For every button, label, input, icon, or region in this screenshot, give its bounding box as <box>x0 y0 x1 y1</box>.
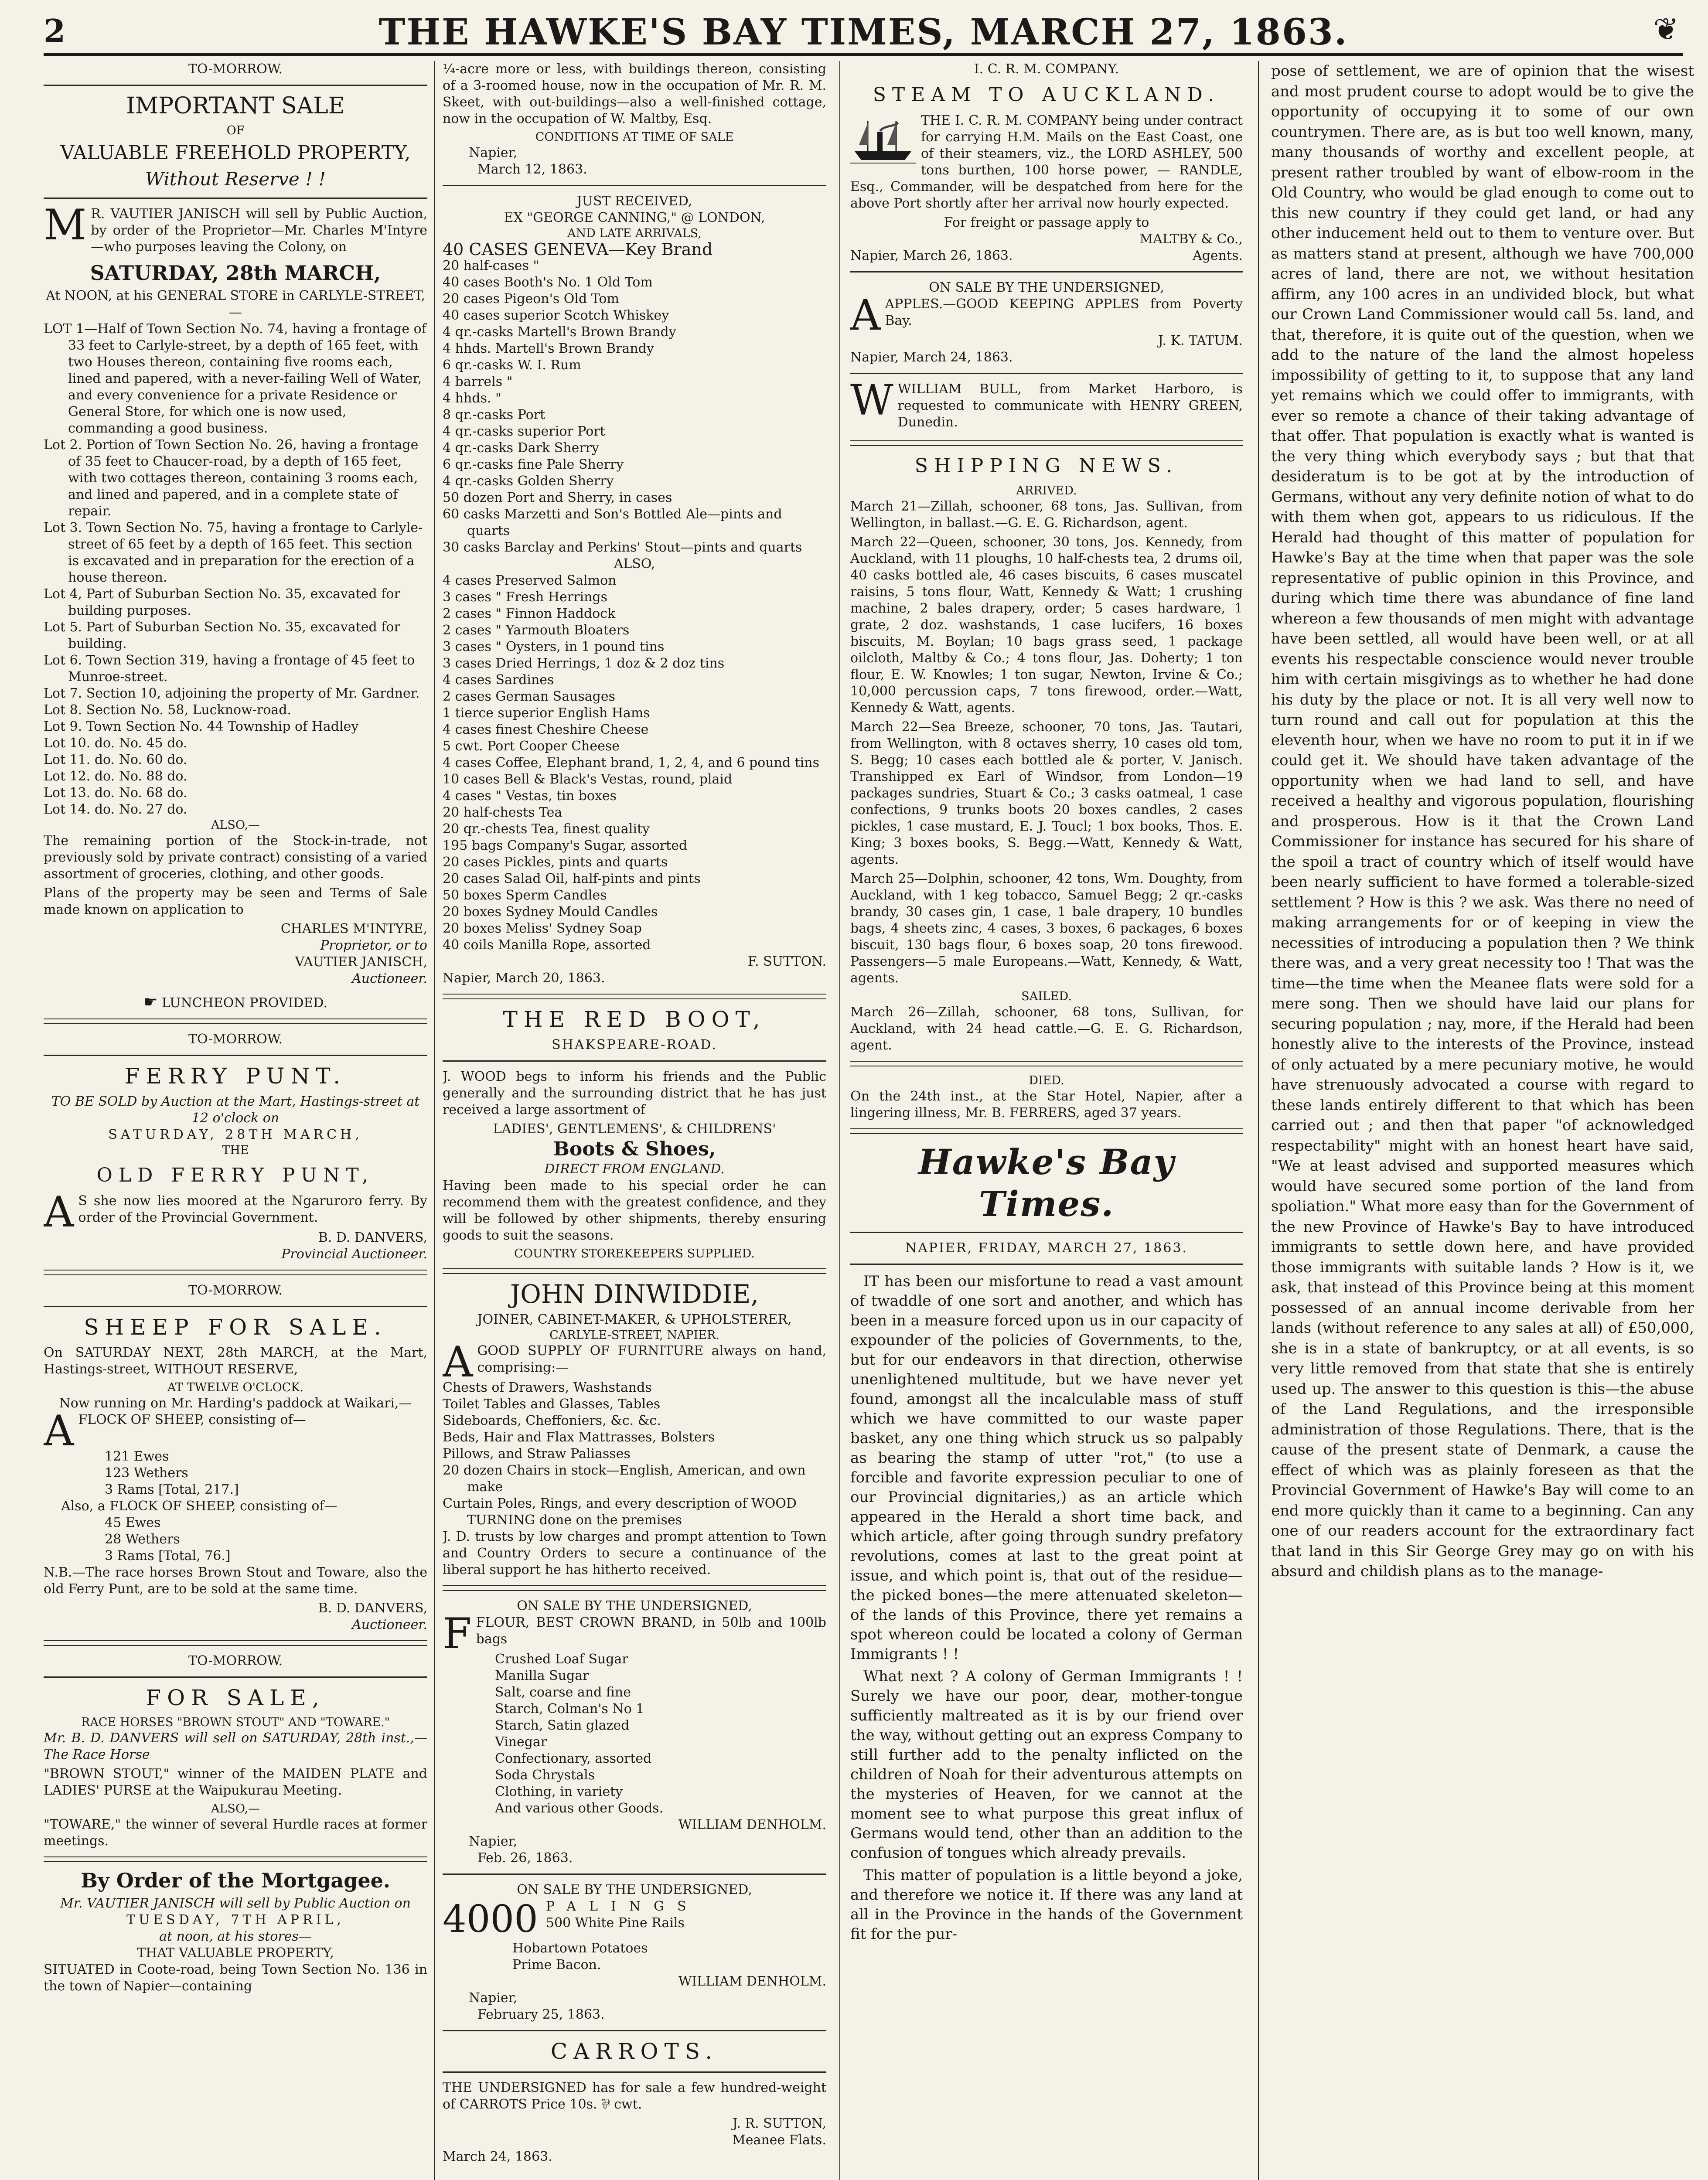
kicker: TO-MORROW. <box>188 1283 283 1298</box>
shipping-entry: March 22—Queen, schooner, 30 tons, Jos. Kennedy, from Auckland, with 11 ploughs, 10 half-chests tea, 2 drums oil, 40 casks bottled ale, 46 cases biscuits, 6 cases muscatel raisins, 5 tons flour, Watt, Kennedy & Watt; 1 crushing machine, 2 bales drapery, order; 5 cases hardware, 1 grate, 2 doz. washstands, 1 case lucifers, 16 boxes biscuits, M. Boylan; 10 bags grass seed, 1 package oilcloth, Maltby & Co.; 4 tons flour, Jas. Doherty; 1 ton flour, E. W. Knowles; 1 ton sugar, Newton, Irvine & Co.; 10,000 percussion caps, 7 tons firewood, order.—Watt, Kennedy & Watt, agents. <box>850 535 1243 715</box>
sale-place: At NOON, at his GENERAL STORE in CARLYLE-STREET,— <box>46 288 425 320</box>
list-item: Lot 14. do. No. 27 do. <box>44 802 188 817</box>
signature: MALTBY & Co., <box>1139 232 1243 247</box>
list-item: Clothing, in variety <box>495 1784 623 1799</box>
list-item: 500 White Pine Rails <box>545 1915 685 1931</box>
date: March 24, 1863. <box>443 2149 552 2164</box>
list-item: 123 Wethers <box>105 1465 188 1481</box>
divider <box>443 1873 826 1875</box>
dateline: NAPIER, FRIDAY, MARCH 27, 1863. <box>905 1240 1188 1256</box>
ad-body: J. WOOD begs to inform his friends and the Public generally and the surrounding district that he has just received a large assortment of <box>443 1069 826 1117</box>
steamship-icon <box>850 114 916 167</box>
place: Napier, <box>469 1990 518 2006</box>
list-item: 40 CASES GENEVA—Key Brand <box>443 240 713 259</box>
column-divider <box>434 61 435 2180</box>
list-item: 4 qr.-casks Martell's Brown Brandy <box>443 324 676 340</box>
list-item: 4 cases finest Cheshire Cheese <box>443 722 649 737</box>
list-item: Chests of Drawers, Washstands <box>443 1380 652 1395</box>
section-heading: DIED. <box>1029 1074 1064 1087</box>
list-item: Lot 4, Part of Suburban Section No. 35, excavated for building purposes. <box>44 586 400 618</box>
divider <box>443 2071 826 2073</box>
list-item: 4 barrels " <box>443 374 513 389</box>
ad-subheading: VALUABLE FREEHOLD PROPERTY, <box>60 142 411 164</box>
editorial-masthead: Hawke's Bay Times. <box>918 1141 1175 1224</box>
ad-sub: RACE HORSES "BROWN STOUT" AND "TOWARE." <box>81 1716 390 1729</box>
ad-and: AND LATE ARRIVALS, <box>567 227 702 240</box>
ad-heading: ON SALE BY THE UNDERSIGNED, <box>929 280 1164 295</box>
list-item: 50 dozen Port and Sherry, in cases <box>443 490 672 505</box>
list-item: Starch, Satin glazed <box>495 1718 630 1733</box>
ad-note: COUNTRY STOREKEEPERS SUPPLIED. <box>514 1247 755 1260</box>
dropcap: A <box>850 291 881 340</box>
sale-time: at noon, at his stores— <box>159 1929 312 1944</box>
flock-intro: Also, a FLOCK OF SHEEP, consisting of— <box>61 1499 338 1514</box>
kicker: TO-MORROW. <box>188 1653 283 1669</box>
list-item: 20 dozen Chairs in stock—English, American, and own make <box>443 1463 806 1495</box>
list-item: Lot 13. do. No. 68 do. <box>44 785 188 800</box>
list-item: Lot 8. Section No. 58, Lucknow-road. <box>44 702 291 718</box>
list-item: 6 qr.-casks fine Pale Sherry <box>443 457 624 472</box>
list-item: 20 half-cases " <box>443 258 539 273</box>
also-label: ALSO,— <box>211 818 260 832</box>
goods-list <box>443 572 826 954</box>
list-item: 40 cases Booth's No. 1 Old Tom <box>443 275 653 290</box>
ad-heading: FERRY PUNT. <box>124 1063 347 1089</box>
place: Napier, <box>469 1834 518 1849</box>
pointing-hand-icon: ☛ <box>143 993 158 1011</box>
divider <box>44 198 427 199</box>
divider <box>44 1676 427 1678</box>
ad-body: S she now lies moored at the Ngaruroro ferry. By order of the Provincial Government. <box>78 1193 427 1225</box>
list-item: 20 cases Pickles, pints and quarts <box>443 855 668 870</box>
divider <box>44 1055 427 1056</box>
divider <box>443 1060 826 1062</box>
signature: F. SUTTON. <box>747 954 826 969</box>
notice-body: WILLIAM BULL, from Market Harboro, is requested to communicate with HENRY GREEN, Dunedin. <box>897 382 1243 430</box>
list-item: 40 cases superior Scotch Whiskey <box>443 308 669 323</box>
list-item: 4 hhds. " <box>443 391 501 406</box>
list-item: 3 cases Dried Herrings, 1 doz & 2 doz tins <box>443 656 725 671</box>
list-item: Sideboards, Cheffoniers, &c. &c. <box>443 1413 661 1428</box>
list-item: 3 Rams [Total, 217.] <box>105 1482 239 1497</box>
list-item: 4 cases Sardines <box>443 672 554 688</box>
list-item: 60 casks Marzetti and Son's Bottled Ale—pints and quarts <box>443 507 782 538</box>
shipping-entry: March 25—Dolphin, schooner, 42 tons, Wm. Doughty, from Auckland, with 1 keg tobacco, Samuel Begg; 2 qr.-casks brandy, 30 cases gin, 1 case, 1 bale drapery, 10 bundles bags, 4 sheets zinc, 4 cases, 3 boxes, 6 packages, 6 boxes biscuit, 130 bags flour, 6 boxes soap, 20 tons firewood. Passengers—5 male Europeans.—Watt, Kennedy, & Watt, agents. <box>850 871 1243 986</box>
dropcap: W <box>850 376 893 425</box>
column-2 <box>443 61 826 2180</box>
editorial-paragraph: This matter of population is a little beyond a joke, and therefore we notice it. If there was any land at all in the Province in the hands of the Government fit for the pur- <box>850 1867 1243 1943</box>
ad-body: APPLES.—GOOD KEEPING APPLES from Poverty Bay. <box>885 296 1243 328</box>
list-item: 20 cases Pigeon's Old Tom <box>443 291 619 307</box>
dropcap: A <box>443 1338 473 1386</box>
ad-heading: FOR SALE, <box>146 1685 325 1710</box>
list-item: Prime Bacon. <box>512 1957 601 1972</box>
kicker: TO-MORROW. <box>188 61 283 77</box>
list-item: Lot 5. Part of Suburban Section No. 35, excavated for building. <box>44 620 400 651</box>
signature: CHARLES M'INTYRE, <box>280 921 427 937</box>
sale-time: AT TWELVE O'CLOCK. <box>167 1381 304 1394</box>
ad-line: Mr. B. D. DANVERS will sell on SATURDAY, 28th inst.,—The Race Horse <box>44 1730 427 1762</box>
list-item: 4 cases Preserved Salmon <box>443 573 617 588</box>
list-item: 40 coils Manilla Rope, assorted <box>443 937 651 953</box>
horse-entry: "TOWARE," the winner of several Hurdle races at former meetings. <box>44 1817 427 1849</box>
date: Napier, March 24, 1863. <box>850 350 1013 365</box>
list-item: 3 cases " Oysters, in 1 pound tins <box>443 639 665 654</box>
dropcap: A <box>44 1407 74 1455</box>
ad-body: THE UNDERSIGNED has for sale a few hundred-weight of CARROTS Price 10s. ⅌ cwt. <box>443 2080 826 2112</box>
ad-line: Mr. VAUTIER JANISCH will sell by Public Auction on <box>60 1896 411 1911</box>
column-divider <box>839 61 840 2180</box>
ad-heading: By Order of the Mortgagee. <box>81 1869 390 1892</box>
ad-sub: SHAKSPEARE-ROAD. <box>552 1037 717 1053</box>
list-item: 4 hhds. Martell's Brown Brandy <box>443 341 654 356</box>
divider <box>850 1128 1243 1134</box>
divider <box>443 1585 826 1591</box>
list-item: Lot 11. do. No. 60 do. <box>44 752 188 767</box>
list-item: LOT 1—Half of Town Section No. 74, having a frontage of 33 feet to Carlyle-street, by a depth of 165 feet, with two Houses thereon, containing five rooms each, lined and papered, with a never-failing Well of Water, and every convenience for a private Residence or General Store, for which one is now used, commanding a good business. <box>44 321 426 436</box>
list-item: Pillows, and Straw Paliasses <box>443 1446 631 1461</box>
date: Feb. 26, 1863. <box>477 1850 573 1866</box>
subsection-label: SAILED. <box>1021 990 1072 1003</box>
horse-entry: "BROWN STOUT," winner of the MAIDEN PLATE and LADIES' PURSE at the Waipukurau Meeting. <box>44 1766 427 1798</box>
list-item: 2 cases " Finnon Haddock <box>443 606 616 621</box>
column-divider <box>1258 61 1259 2180</box>
ad-heading: ON SALE BY THE UNDERSIGNED, <box>517 1598 752 1614</box>
divider <box>443 2030 826 2031</box>
ad-intro: FLOUR, BEST CROWN BRAND, in 50lb and 100lb bags <box>476 1615 826 1647</box>
list-item: And various other Goods. <box>495 1801 664 1816</box>
goods-list <box>443 241 826 556</box>
subsection-label: ARRIVED. <box>1016 484 1077 497</box>
date: February 25, 1863. <box>477 2007 605 2022</box>
dropcap: M <box>44 201 87 249</box>
reserve-line: Without Reserve ! ! <box>145 168 326 190</box>
property-label: THAT VALUABLE PROPERTY, <box>137 1945 334 1961</box>
place: Napier, <box>469 145 518 160</box>
signature: B. D. DANVERS, <box>318 1230 427 1245</box>
sale-date: On SATURDAY NEXT, 28th MARCH, at the Mart, Hastings-street, WITHOUT RESERVE, <box>44 1345 427 1377</box>
ad-ex: EX "GEORGE CANNING," @ LONDON, <box>504 210 765 225</box>
ad-heading: JOHN DINWIDDIE, <box>510 1279 759 1309</box>
signature-role: Auctioneer. <box>352 1617 427 1632</box>
divider <box>44 1270 427 1275</box>
plans-note: Plans of the property may be seen and Terms of Sale made known on application to <box>44 886 427 917</box>
masthead <box>44 8 1683 56</box>
list-item: 2 cases " Yarmouth Bloaters <box>443 623 630 638</box>
list-item: 20 cases Salad Oil, half-pints and pints <box>443 871 701 886</box>
list-item: Soda Chrystals <box>495 1768 595 1783</box>
list-item: Crushed Loaf Sugar <box>495 1652 628 1667</box>
signature: J. K. TATUM. <box>1158 333 1243 348</box>
signature-role: Proprietor, or to <box>320 938 427 953</box>
divider <box>44 1306 427 1307</box>
address: CARLYLE-STREET, NAPIER. <box>549 1328 719 1342</box>
signature-role: Auctioneer. <box>352 971 427 986</box>
big-number: 4000 <box>443 1897 538 1941</box>
ad-body: SITUATED in Coote-road, being Town Section No. 136 in the town of Napier—containing <box>44 1962 427 1994</box>
item-name: OLD FERRY PUNT, <box>96 1164 375 1186</box>
masthead-rule <box>44 53 1683 56</box>
divider <box>850 1232 1243 1233</box>
shipping-entry: March 21—Zillah, schooner, 68 tons, Jas. Sullivan, from Wellington, in ballast.—G. E. G. Richardson, agent. <box>850 499 1243 531</box>
list-item: Lot 2. Portion of Town Section No. 26, having a frontage of 35 feet to Chaucer-road, by a depth of 165 feet, with two cottages thereon, containing 3 rooms each, and lined and papered, and in a complete state of repair. <box>44 437 419 519</box>
divider <box>443 994 826 999</box>
list-item: Vinegar <box>495 1734 547 1750</box>
lots-list <box>44 321 427 818</box>
list-item: 3 Rams [Total, 76.] <box>105 1548 231 1563</box>
dropcap: A <box>44 1188 74 1236</box>
list-item: Lot 12. do. No. 88 do. <box>44 769 188 784</box>
ornament-icon: ❦ <box>1653 11 1679 47</box>
palings-label: PALINGS <box>545 1899 699 1914</box>
remaining-stock: The remaining portion of the Stock-in-trade, not previously sold by private contract) consisting of a varied assortment of groceries, clothing, and other goods. <box>44 833 427 882</box>
newspaper-title: THE HAWKE'S BAY TIMES, MARCH 27, 1863. <box>378 11 1348 53</box>
divider <box>850 440 1243 446</box>
the-label: THE <box>222 1144 249 1157</box>
goods-origin: DIRECT FROM ENGLAND. <box>544 1162 725 1177</box>
list-item: Starch, Colman's No 1 <box>495 1701 644 1717</box>
divider <box>850 1264 1243 1265</box>
signature: VAUTIER JANISCH, <box>295 954 427 970</box>
list-item: 4 cases " Vestas, tin boxes <box>443 788 617 804</box>
list-item: 6 qr.-casks W. I. Rum <box>443 358 581 373</box>
ad-body: J. D. trusts by low charges and prompt attention to Town and Country Orders to secure a continuance of the liberal support he has hitherto received. <box>443 1529 826 1577</box>
list-item: 45 Ewes <box>105 1515 161 1530</box>
list-item: Lot 7. Section 10, adjoining the property of Mr. Gardner. <box>44 686 420 701</box>
divider <box>850 271 1243 272</box>
ad-heading: I. C. R. M. COMPANY. <box>974 61 1119 77</box>
divider <box>44 1640 427 1646</box>
also-label: ALSO,— <box>211 1802 260 1816</box>
divider <box>44 1018 427 1024</box>
ad-of: OF <box>226 124 245 137</box>
list-item: 28 Wethers <box>105 1532 180 1547</box>
list-item: Hobartown Potatoes <box>512 1941 648 1956</box>
list-item: 30 casks Barclay and Perkins' Stout—pints and quarts <box>443 540 802 555</box>
list-item: Lot 9. Town Section No. 44 Township of Hadley <box>44 719 359 734</box>
editorial-paragraph: pose of settlement, we are of opinion that the wisest and most prudent course to adopt would be to give the opportunity of occupying it to some of our own countrymen. There are, as is but too well known, many, many thousands of worthy and excellent people, at present rather troubled by want of elbow-room in the Old Country, who would be glad enough to come out to this new country if they could get land, or had any other inducement held out to them to venture over. But as matters stand at present, although we have 700,000 acres of land, there are not, we without hesitation affirm, any 100 acres in an undivided block, but what our Crown Land Commissioner would call 5s. land, and that, therefore, it is quite out of the question, when we add to the nature of the land the almost hopeless impossibility of getting to it, to suppose that any land yet remains which we could offer to immigrants, with ever so remote a chance of their taking advantage of that offer. That population is exactly what is wanted is the very thing which everybody says ; but that that desideratum is to be got at by the introduction of Germans, without any very definite notion of what to do with them when got, appears to us ridiculous. If the Herald had thought of this matter of population for Hawke's Bay at the time when that paper was the sole representative of public opinion in this Province, and during which time there was abundance of fine land whereon a few thousands of men might with advantage have been settled, all would have been well, or at all events his respectable conscience would never trouble him with certain misgivings as to whether he had done his duty by the place or not. It is all very well now to turn round and call out for population at this the eleventh hour, when we have no room to put it in if we could get it. We should have taken advantage of the opportunity when we had land to sell, and have received a healthy and vigorous population, flourishing and prosperous. How is it that the Crown Land Commissioner for instance has secured for his share of the spoil a tract of country which of itself would have been nearly sufficient to have formed a tolerable-sized settlement ? How is this ? we ask. Was there no need of making arrangements for or of keeping in view the necessities of introducing a population then ? We think there was, and a very great necessity too ! That was the time—the time when the Meanee flats were sold for a mere song. Then we should have laid our plans for securing population ; nay, more, if the Herald had been honestly alive to the interests of the Province, instead of only actuated by a mere pecuniary motive, he would have strenuously advocated a course with regard to these lands entirely different to that which has been carried out ; and then that paper "of acknowledged respectability" might with an honest heart have said, "We at least advised and supported measures which would have secured some portion of the land from spoliation." What more easy than for the Government of the new Province of Hawke's Bay to have introduced immigrants to settle down here, and have provided those immigrants with suitable lands ? How is it, we ask, that instead of this Province being at this moment possessed of an annual income derivable from her lands (without reference to any sales at all) of £50,000, she is in a state of bankruptcy, or at all events, is so very little removed from that state that she is entirely used up. The answer to this question is this—the abuse of the Land Regulations, and the irresponsible administration of those Regulations. There, that is the cause of the present state of Denmark, a cause the effect of which was as plainly foreseen as that the Provincial Government of Hawke's Bay will come to an end more quickly than it came to a beginning. Can any one of our readers account for the extraordinary fact that land in this Sir George Grey may go on with his absurd and childish plans as to the manage- <box>1271 62 1694 1580</box>
list-item: 8 qr.-casks Port <box>443 407 545 422</box>
list-item: 20 boxes Meliss' Sydney Soap <box>443 921 642 936</box>
divider <box>443 1268 826 1274</box>
place: Meanee Flats. <box>732 2132 826 2148</box>
column-3 <box>850 61 1243 2180</box>
list-item: Toilet Tables and Glasses, Tables <box>443 1397 661 1412</box>
divider <box>44 85 427 86</box>
list-item: 50 boxes Sperm Candles <box>443 888 607 903</box>
page-number: 2 <box>44 12 66 49</box>
shipping-entry: March 26—Zillah, schooner, 68 tons, Sullivan, for Auckland, with 24 head cattle.—G. E. G. Richardson, agent. <box>850 1005 1243 1053</box>
list-item: 3 cases " Fresh Herrings <box>443 589 608 605</box>
sale-date: SATURDAY, 28th MARCH, <box>90 261 381 285</box>
divider <box>443 185 826 186</box>
list-item: Curtain Poles, Rings, and every description of WOOD TURNING done on the premises <box>443 1496 797 1528</box>
ad-heading: SHEEP FOR SALE. <box>84 1315 387 1340</box>
list-item: 4 cases Coffee, Elephant brand, 1, 2, 4, and 6 pound tins <box>443 755 819 770</box>
list-item: Lot 6. Town Section 319, having a frontage of 45 feet to Munroe-street. <box>44 653 415 685</box>
goods-title: Boots & Shoes, <box>553 1138 716 1160</box>
list-item: Manilla Sugar <box>495 1668 589 1683</box>
date: March 12, 1863. <box>477 162 587 177</box>
list-item: 20 half-chests Tea <box>443 805 563 820</box>
editorial-paragraph: What next ? A colony of German Immigrants ! ! Surely we have our poor, dear, mother-tongue sufficiently maltreated as it is by our friend over the way, without getting out an express Company to still further add to the penalty inflicted on the children of Noah for their adventurous attempts on the mysteries of Heaven, for we cannot at the moment see to what purpose this great influx of Germans would tend, other than an addition to the confusion of tongues which already prevails. <box>850 1668 1243 1862</box>
list-item: 20 qr.-chests Tea, finest quality <box>443 821 650 837</box>
flock-intro: FLOCK OF SHEEP, consisting of— <box>78 1412 306 1427</box>
dropcap: F <box>443 1609 472 1658</box>
luncheon-note: LUNCHEON PROVIDED. <box>161 995 327 1011</box>
divider <box>850 373 1243 374</box>
also-label: ALSO, <box>614 556 655 572</box>
list-item: Confectionary, assorted <box>495 1751 652 1766</box>
ad-heading: THE RED BOOT, <box>503 1007 766 1032</box>
nb-note: N.B.—The race horses Brown Stout and Toware, also the old Ferry Punt, are to be sold at the same time. <box>44 1565 427 1597</box>
place: Napier, March 26, 1863. <box>850 248 1013 263</box>
list-item: 20 boxes Sydney Mould Candles <box>443 904 658 920</box>
goods-list <box>443 1380 826 1529</box>
list-item: 4 qr.-casks superior Port <box>443 424 605 439</box>
list-item: 2 cases German Sausages <box>443 689 616 704</box>
ad-heading: CARROTS. <box>550 2039 719 2064</box>
divider <box>44 1856 427 1862</box>
goods-line: LADIES', GENTLEMENS', & CHILDRENS' <box>493 1121 776 1137</box>
column-1 <box>44 61 427 2180</box>
signature-role: Agents. <box>1193 248 1243 263</box>
list-item: Salt, coarse and fine <box>495 1685 631 1700</box>
sale-date: TUESDAY, 7TH APRIL, <box>126 1912 344 1928</box>
ad-intro: R. VAUTIER JANISCH will sell by Public Auction, by order of the Proprietor—Mr. Charles M'Intyre—who purposes leaving the Colony, on <box>91 206 427 255</box>
ad-sub: STEAM TO AUCKLAND. <box>873 84 1220 106</box>
list-item: 4 qr.-casks Golden Sherry <box>443 473 614 489</box>
divider <box>850 1061 1243 1066</box>
section-heading: SHIPPING NEWS. <box>914 455 1179 477</box>
ad-sub: TO BE SOLD by Auction at the Mart, Hastings-street at 12 o'clock on <box>51 1094 420 1126</box>
sale-date: SATURDAY, 28TH MARCH, <box>108 1127 363 1142</box>
ad-intro: GOOD SUPPLY OF FURNITURE always on hand, comprising:— <box>477 1343 826 1375</box>
list-item: Lot 3. Town Section No. 75, having a frontage to Carlyle-street of 65 feet by a depth of 165 feet. This section is excavated and in preparation for the erection of a house thereon. <box>44 520 423 585</box>
list-item: 10 cases Bell & Black's Vestas, round, plaid <box>443 772 733 787</box>
list-item: Lot 10. do. No. 45 do. <box>44 736 188 751</box>
list-item: 121 Ewes <box>105 1449 169 1464</box>
shipping-entry: March 22—Sea Breeze, schooner, 70 tons, Jas. Tautari, from Wellington, with 8 octaves sherry, 10 cases old tom, S. Begg; 10 cases each bottled ale & porter, V. Janisch. Transhipped ex Earl of Windsor, from London—19 packages sundries, Stuart & Co.; 3 casks oatmeal, 1 case confections, 9 trunks boots 20 boxes candles, 2 cases pickles, 1 case mustard, E. J. Toucl; 1 box books, Thos. E. King; 3 boxes books, S. Begg.—Watt, Kennedy & Watt, agents. <box>850 719 1243 867</box>
notice-body: On the 24th inst., at the Star Hotel, Napier, after a lingering illness, Mr. B. FERRERS, aged 37 years. <box>850 1089 1243 1121</box>
signature-role: Provincial Auctioneer. <box>281 1247 427 1262</box>
ad-sub: JOINER, CABINET-MAKER, & UPHOLSTERER, <box>477 1312 792 1327</box>
signature: J. R. SUTTON, <box>732 2116 826 2131</box>
signature: B. D. DANVERS, <box>318 1601 427 1616</box>
column-4 <box>1271 61 1694 2180</box>
list-item: 195 bags Company's Sugar, assorted <box>443 838 688 853</box>
signature: WILLIAM DENHOLM. <box>678 1974 826 1989</box>
ad-heading: JUST RECEIVED, <box>576 194 692 209</box>
list-item: 4 qr.-casks Dark Sherry <box>443 440 599 456</box>
kicker: TO-MORROW. <box>188 1032 283 1047</box>
conditions-note: CONDITIONS AT TIME OF SALE <box>535 130 734 144</box>
paddock-note: Now running on Mr. Harding's paddock at Waikari,— <box>59 1396 412 1411</box>
signature: WILLIAM DENHOLM. <box>678 1817 826 1833</box>
ad-heading: ON SALE BY THE UNDERSIGNED, <box>517 1882 752 1897</box>
ad-body: ¼-acre more or less, with buildings thereon, consisting of a 3-roomed house, now in the occupation of Mr. R. M. Skeet, with out-buildings—also a well-finished cottage, now in the occupation of W. Maltby, Esq. <box>443 61 826 126</box>
ad-body: Having been made to his special order he can recommend them with the greatest confidence, and they will be followed by other shipments, thereby ensuring goods to suit the seasons. <box>443 1178 826 1243</box>
editorial-paragraph: IT has been our misfortune to read a vast amount of twaddle of one sort and another, and which has been in a measure forced upon us in our capacity of expounder of the policies of Governments, to the, but for our endeavors in that direction, otherwise unenlightened multitude, but we have never yet found, amongst all the incalculable mass of stuff which we have committed to our waste paper basket, any one thing which struck us so palpably as bearing the stamp of utter "rot," (to use a forcible and favorite expression peculiar to one of our Provincial dignitaries,) as an article which appeared in the Herald a short time back, and which article, after going through sundry prefatory revolutions, comes at last to the great point at issue, and which point is, that out of the residue—the picked bones—the mere attenuated skeleton—of the lands of this Province, there yet remains a spot whereon could be located a colony of German Immigrants ! ! <box>850 1273 1243 1663</box>
list-item: 5 cwt. Port Cooper Cheese <box>443 739 620 754</box>
date: Napier, March 20, 1863. <box>443 971 605 986</box>
ad-heading: IMPORTANT SALE <box>126 93 345 119</box>
freight-note: For freight or passage apply to <box>944 215 1149 230</box>
list-item: Beds, Hair and Flax Mattrasses, Bolsters <box>443 1430 715 1445</box>
ad-body: THE I. C. R. M. COMPANY being under contract for carrying H.M. Mails on the East Coast, one of their steamers, viz., the LORD ASHLEY, 500 tons burthen, 100 horse power, — RANDLE, Esq., Commander, will be despatched from here for the above Port shortly after her arrival now hourly expected. <box>850 113 1243 211</box>
list-item: 1 tierce superior English Hams <box>443 705 650 721</box>
